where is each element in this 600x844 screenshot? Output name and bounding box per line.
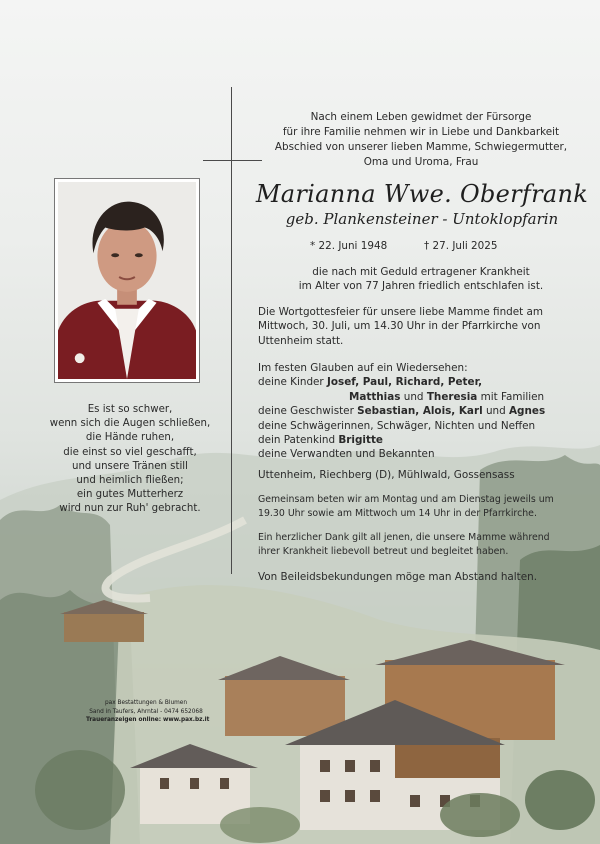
intro-line: Abschied von unserer lieben Mamme, Schwiegermutter, bbox=[274, 141, 568, 153]
thanks-text bbox=[258, 531, 578, 559]
mourners-list bbox=[258, 361, 578, 462]
poem-line: wird nun zur Ruh' gebracht. bbox=[59, 503, 201, 515]
thanks-line: Ein herzlicher Dank gilt all jenen, die unsere Mamme während bbox=[258, 532, 550, 543]
siblings-prefix: deine Geschwister bbox=[258, 405, 358, 418]
birth-date: * 22. Juni 1948 bbox=[310, 240, 388, 252]
portrait-image bbox=[58, 182, 196, 379]
children-name-theresia: Theresia bbox=[426, 390, 478, 403]
children-suffix: mit Familien bbox=[477, 390, 545, 403]
birth-name: geb. Plankensteiner - Untoklopfarin bbox=[285, 210, 559, 228]
condolence-note: Von Beileidsbekundungen möge man Abstand halten. bbox=[258, 571, 538, 583]
places: Uttenheim, Riechberg (D), Mühlwald, Gossensass bbox=[258, 469, 515, 481]
godchild-name: Brigitte bbox=[338, 434, 383, 447]
intro-text bbox=[262, 110, 580, 170]
mourners-inlaws: deine Schwägerinnen, Schwäger, Nichten und Neffen bbox=[258, 419, 536, 432]
siblings-last: Agnes bbox=[509, 405, 546, 418]
imprint-line: Traueranzeigen online: www.pax.bz.it bbox=[86, 717, 210, 724]
children-name-matthias: Matthias bbox=[349, 390, 401, 403]
children-prefix: deine Kinder bbox=[258, 376, 328, 389]
poem-line: die einst so viel geschafft, bbox=[63, 446, 197, 458]
mourners-godchild bbox=[258, 433, 578, 447]
service-line: Die Wortgottesfeier für unsere liebe Mamme findet am bbox=[258, 306, 544, 318]
intro-line: Nach einem Leben gewidmet der Fürsorge bbox=[310, 111, 532, 123]
children-und: und bbox=[400, 390, 427, 403]
mourners-siblings bbox=[258, 404, 578, 418]
godchild-prefix: dein Patenkind bbox=[258, 434, 339, 447]
poem bbox=[40, 403, 220, 517]
siblings-und: und bbox=[482, 405, 510, 418]
prayer-line: Gemeinsam beten wir am Montag und am Dienstag jeweils um bbox=[258, 494, 554, 505]
poem-line: wenn sich die Augen schließen, bbox=[49, 418, 211, 430]
poem-line: und heimlich fließen; bbox=[76, 475, 184, 487]
siblings-names: Sebastian, Alois, Karl bbox=[357, 405, 483, 418]
intro-line: Oma und Uroma, Frau bbox=[363, 156, 479, 168]
poem-line: die Hände ruhen, bbox=[85, 432, 175, 444]
portrait-photo bbox=[54, 178, 200, 383]
children-names: Josef, Paul, Richard, Peter, bbox=[327, 376, 483, 389]
thanks-line: ihrer Krankheit liebevoll betreut und begleitet haben. bbox=[258, 546, 509, 557]
prayer-line: 19.30 Uhr sowie am Mittwoch um 14 Uhr in der Pfarrkirche. bbox=[258, 508, 537, 519]
after-line: im Alter von 77 Jahren friedlich entschlafen ist. bbox=[298, 280, 544, 292]
poem-line: Es ist so schwer, bbox=[87, 404, 173, 415]
service-announcement bbox=[258, 305, 578, 348]
deceased-name: Marianna Wwe. Oberfrank bbox=[255, 180, 589, 208]
after-line: die nach mit Geduld ertragener Krankheit bbox=[312, 266, 530, 278]
mourners-intro: Im festen Glauben auf ein Wiedersehen: bbox=[258, 362, 468, 374]
poem-line: ein gutes Mutterherz bbox=[76, 489, 184, 501]
death-date: † 27. Juli 2025 bbox=[424, 240, 498, 252]
mourners-relatives: deine Verwandten und Bekannten bbox=[258, 448, 435, 461]
service-line: Uttenheim statt. bbox=[258, 334, 344, 347]
intro-line: für ihre Familie nehmen wir in Liebe und Dankbarkeit bbox=[282, 126, 560, 138]
poem-line: und unsere Tränen still bbox=[72, 460, 188, 472]
imprint bbox=[86, 699, 210, 725]
after-text bbox=[262, 265, 580, 293]
imprint-line: Sand in Taufers, Ahrntal - 0474 652068 bbox=[89, 708, 203, 715]
prayer-text bbox=[258, 493, 578, 521]
mourners-children-2 bbox=[258, 390, 578, 404]
service-line: Mittwoch, 30. Juli, um 14.30 Uhr in der Pfarrkirche von bbox=[258, 320, 541, 333]
cross-horizontal bbox=[203, 160, 262, 161]
imprint-line: pax Bestattungen & Blumen bbox=[104, 700, 188, 706]
mourners-children bbox=[258, 375, 578, 389]
